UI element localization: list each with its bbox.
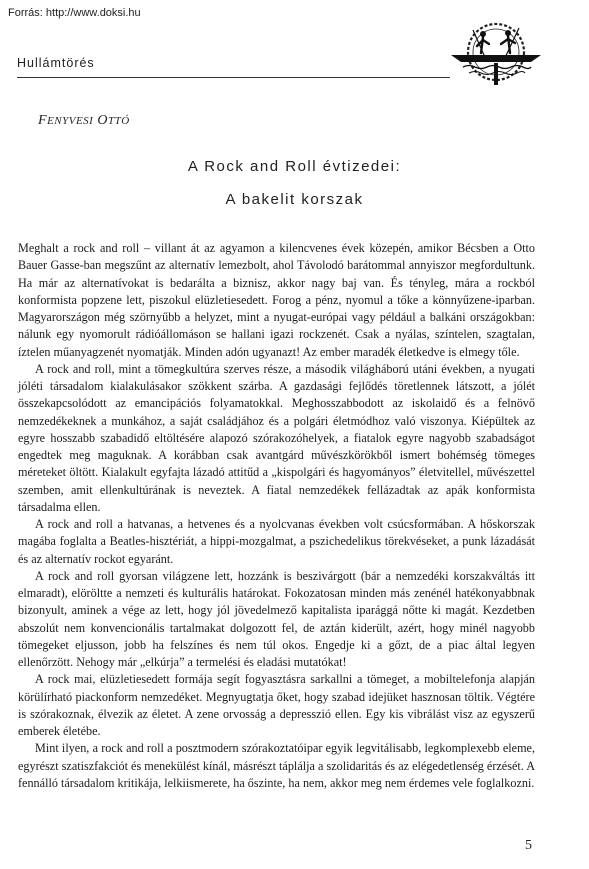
article-title-line-1: A Rock and Roll évtizedei: bbox=[187, 158, 402, 175]
paragraph: A rock and roll, mint a tömegkultúra szerves része, a második világháború utáni években, a nyugati jóléti társadalom kialakulásakor szökkent szárba. A gazdasági fejlődés töretlennek látszott, a jólét összekapcsolódott az emancipációs folyamatokkal. Meghosszabbodott az iskolaidő és a felnövő nemzedékeknek a munkához, a saját családjához és a polgári életmódhoz való viszonya. Kiépültek az egyre hosszabb szabadidő eltöltésére alapozó szórakozóhelyek, a fiatalok egyre nagyobb szabadságot engedtek meg maguknak. A korábban csak avantgárd művészkörökből ismert bohémség tömeges méreteket öltött. Kialakult egyfajta lázadó attitűd a „kispolgári és hagyományos” életvitellel, művészettel szemben, amit ellenkultúrának is neveztek. A fiatal nemzedékek fellázadtak az apák konformista társadalma ellen. bbox=[18, 361, 535, 514]
header-divider bbox=[17, 77, 450, 78]
two-figures-in-boat-logo-icon bbox=[449, 22, 545, 88]
section-title: Hullámtörés bbox=[17, 56, 95, 70]
author-first-rest: ENYVESI bbox=[47, 115, 94, 127]
author-name bbox=[38, 113, 130, 129]
author-last-initial: O bbox=[97, 113, 108, 128]
author-first-initial: F bbox=[38, 113, 48, 128]
author-last-rest: TTÓ bbox=[107, 115, 130, 127]
paragraph: A rock mai, elüzletiesedett formája segít fogyasztásra sarkallni a tömeget, a mobiltelefonja alapján körülírható piackonform nemzedéket. Megnyugtatja őket, hogy szabad idejüket hasznosan töltik. Végtére is szórakoznak, élvezik az életet. A zene orvosság a depresszió ellen. Egy kis vibrálást visz az egyszerű emberek életébe. bbox=[18, 672, 535, 738]
article-title-line-2: A bakelit korszak bbox=[225, 191, 364, 208]
article-body bbox=[18, 240, 535, 792]
paragraph: Mint ilyen, a rock and roll a posztmodern szórakoztatóipar egyik legvitálisabb, legkomplexebb eleme, egyrészt szatiszfakciót és menekülést kínál, másrészt táplálja a szolidaritás és az elégedetlenség érzését. A fennálló társadalom kritikája, lelkiismerete, ha őszinte, ha nem, akkor meg nem érdemes vele foglalkozni. bbox=[18, 741, 535, 790]
paragraph: A rock and roll a hatvanas, a hetvenes és a nyolcvanas években volt csúcsformában. A hőskorszak magába foglalta a Beatles-hisztériát, a hippi-mozgalmat, a pszichedelikus törekvéseket, a punk lázadását és az alternatív rockot egyaránt. bbox=[18, 517, 535, 566]
paragraph: Meghalt a rock and roll – villant át az agyamon a kilencvenes évek közepén, amikor Bécsben a Otto Bauer Gasse-ban megszűnt az alternatív lemezbolt, ahol Távolodó barátommal annyiszor megfordultunk. Ha már az alternatívokat is bedarálta a biznisz, akkor nagy baj van. És tényleg, mára a rockból konformista popzene lett, piszokul elüzletiesedett. Forog a pénz, nyomul a tőke a könnyűzene-iparban. Magyarországon még szörnyűbb a helyzet, mint a nyugat-európai vagy például a balkáni országokban: nálunk egy nyomorult rádióállomáson se hallani igazi rockzenét. Csak a nyálas, színtelen, szagtalan, íztelen műanyagzenét nyomatják. Minden adón ugyanazt! Az ember maradék életkedve is elmegy tőle. bbox=[18, 241, 535, 359]
source-line: Forrás: http://www.doksi.hu bbox=[8, 7, 141, 19]
paragraph: A rock and roll gyorsan világzene lett, hozzánk is beszivárgott (bár a nemzedéki korszakváltás itt elmaradt), elöröltte a nemzeti és kulturális határokat. Fokozatosan minden más zenénél hatékonyabbnak bizonyult, aminek a vége az lett, hogy jól jövedelmező kapitalista iparággá nőtte ki magát. Kezdetben abszolút nem konvencionális tartalmakat dolgozott fel, de aztán kiderült, azért, hogy minél nagyobb tömegeket eljusson, jobb ha felszínes és nem túl okos. Engedje ki a gőzt, de a piac által legyen ellenőrzött. Nehogy már „elkúrja” a termelési és eladási mutatókat! bbox=[18, 568, 535, 669]
page-number: 5 bbox=[525, 838, 532, 853]
